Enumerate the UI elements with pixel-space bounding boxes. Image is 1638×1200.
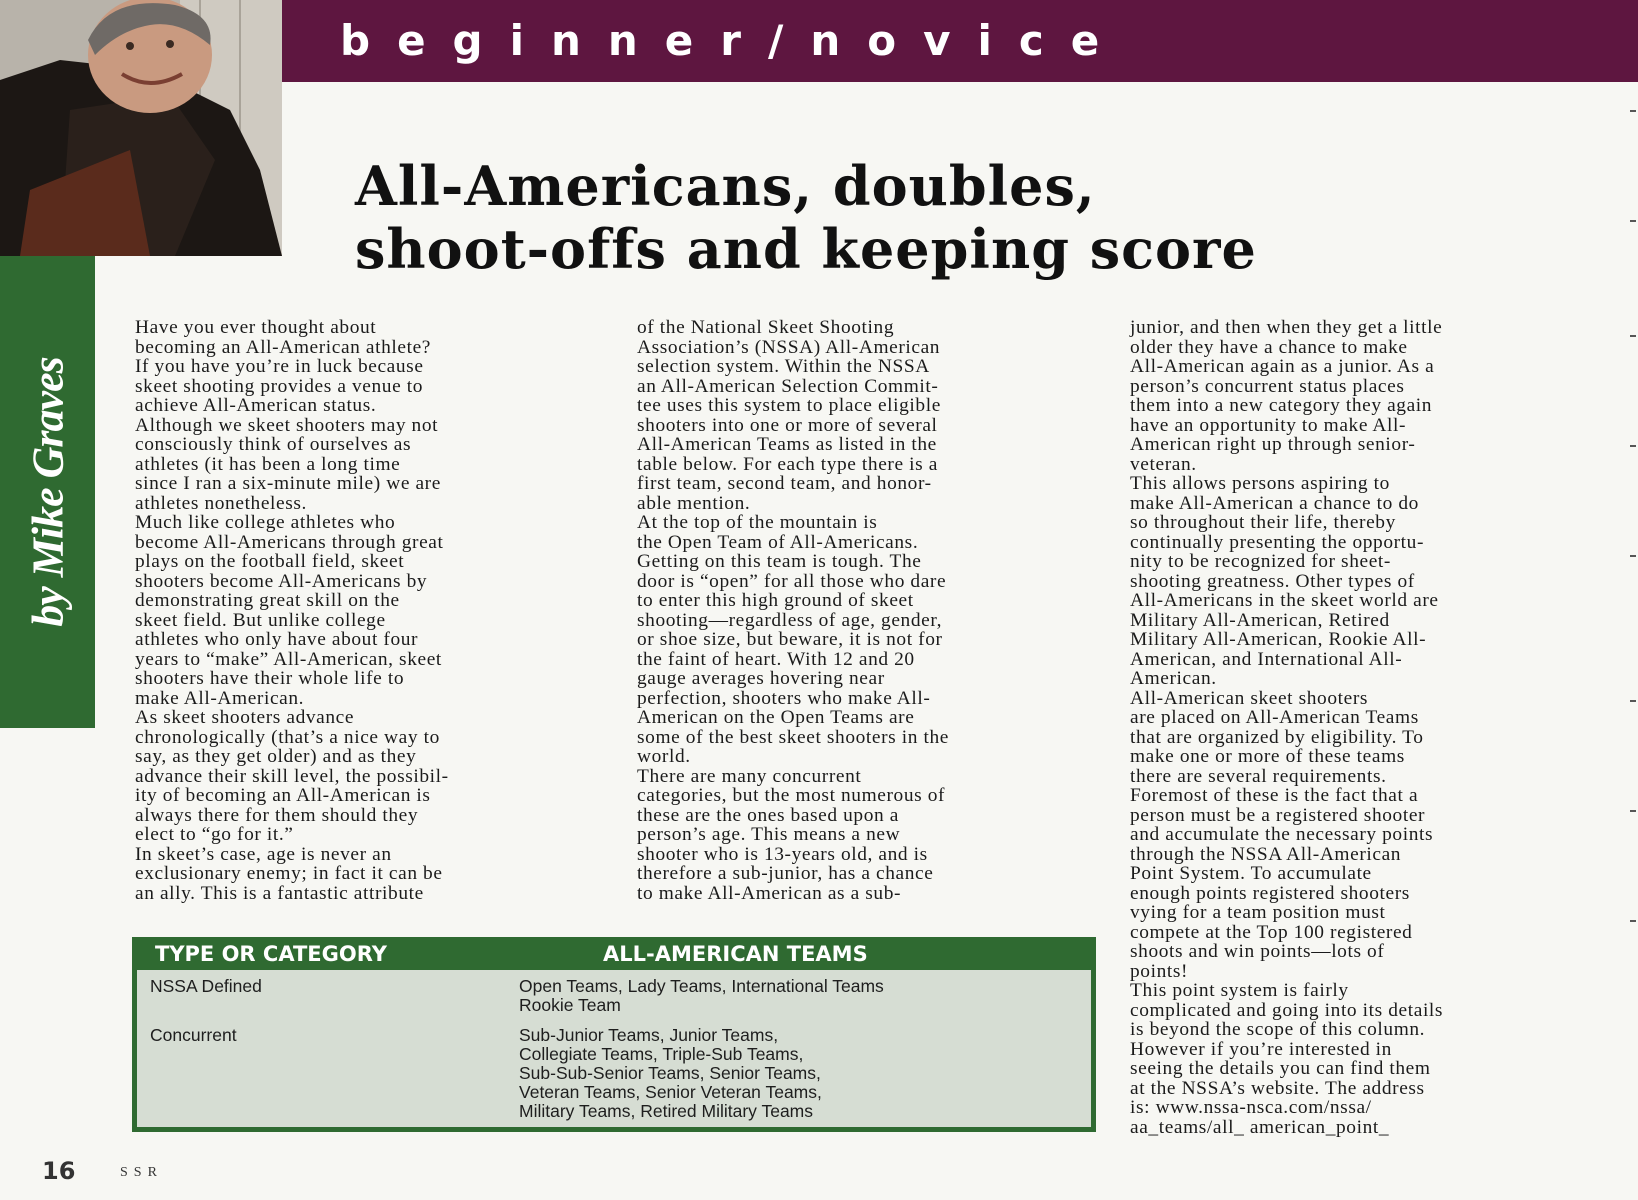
all-american-teams-table (132, 937, 1096, 1132)
headline-line-2: shoot-offs and keeping score (355, 217, 1257, 281)
edge-tick-mark (1630, 555, 1636, 557)
table-header-type: TYPE OR CATEGORY (155, 942, 387, 966)
article-headline (355, 155, 1615, 281)
magazine-name: SSR (120, 1165, 163, 1180)
edge-tick-mark (1630, 445, 1636, 447)
table-cell-teams: Sub-Junior Teams, Junior Teams, Collegiate Teams, Triple-Sub Teams, Sub-Sub-Senior Teams, Senior Teams, Veteran Teams, Senior Veteran Teams, Military Teams, Retired Military Teams (519, 1025, 822, 1121)
edge-tick-mark (1630, 220, 1636, 222)
table-header-teams: ALL-AMERICAN TEAMS (603, 942, 868, 966)
edge-tick-mark (1630, 920, 1636, 922)
author-portrait-image (0, 0, 282, 256)
headline-line-1: All-Americans, doubles, (355, 154, 1096, 218)
edge-tick-mark (1630, 810, 1636, 812)
article-column-1: Have you ever thought about becoming an All-American athlete? If you have you’re in luck because skeet shooting provides a venue to achieve All-American status. Although we skeet shooters may not consciously think of ourselves as athletes (it has been a long time since I ran a six-minute mile) we are athletes nonetheless. Much like college athletes who become All-Americans through great plays on the football field, skeet shooters become All-Americans by demonstrating great skill on the skeet field. But unlike college athletes who only have about four years to “make” All-American, skeet shooters have their whole life to make All-American. As skeet shooters advance chronologically (that’s a nice way to say, as they get older) and as they advance their skill level, the possibil- ity of becoming an All-American is always there for them should they elect to “go for it.” In skeet’s case, age is never an exclusionary enemy; in fact it can be an ally. This is a fantastic attribute (135, 317, 449, 904)
edge-tick-mark (1630, 335, 1636, 337)
table-body (137, 970, 1091, 1127)
page-number: 16 (42, 1157, 76, 1185)
edge-tick-mark (1630, 110, 1636, 112)
section-label: beginner/novice (340, 16, 1127, 65)
article-column-2: of the National Skeet Shooting Association’s (NSSA) All-American selection system. Within the NSSA an All-American Selection Commit- tee uses this system to place eligible shooters into one or more of several All-American Teams as listed in the table below. For each type there is a first team, second team, and honor- able mention. At the top of the mountain is the Open Team of All-Americans. Getting on this team is tough. The door is “open” for all those who dare to enter this high ground of skeet shooting—regardless of age, gender, or shoe size, but beware, it is not for the faint of heart. With 12 and 20 gauge averages hovering near perfection, shooters who make All- American on the Open Teams are some of the best skeet shooters in the world. There are many concurrent categories, but the most numerous of these are the ones based upon a person’s age. This means a new shooter who is 13-years old, and is therefore a sub-junior, has a chance to make All-American as a sub- (637, 317, 949, 904)
author-byline: by Mike Graves (23, 357, 73, 627)
table-cell-type: NSSA Defined (150, 976, 262, 996)
table-header (137, 937, 1091, 970)
table-cell-teams: Open Teams, Lady Teams, International Teams Rookie Team (519, 976, 884, 1015)
edge-tick-mark (1630, 700, 1636, 702)
article-column-3: junior, and then when they get a little older they have a chance to make All-American again as a junior. As a person’s concurrent status places them into a new category they again have an opportunity to make All- American right up through senior- veteran. This allows persons aspiring to make All-American a chance to do so throughout their life, thereby continually presenting the opportu- nity to be recognized for sheet- shooting greatness. Other types of All-Americans in the skeet world are Military All-American, Retired Military All-American, Rookie All- American, and International All- American. All-American skeet shooters are placed on All-American Teams that are organized by eligibility. To make one or more of these teams there are several requirements. Foremost of these is the fact that a person must be a registered shooter and accumulate the necessary points through the NSSA All-American Point System. To accumulate enough points registered shooters vying for a team position must compete at the Top 100 registered shoots and win points—lots of points! This point system is fairly complicated and going into its details is beyond the scope of this column. However if you’re interested in seeing the details you can find them at the NSSA’s website. The address is: www.nssa-nsca.com/nssa/ aa_teams/all_ american_point_ (1130, 317, 1444, 1138)
table-cell-type: Concurrent (150, 1025, 237, 1045)
author-photo (0, 0, 282, 256)
